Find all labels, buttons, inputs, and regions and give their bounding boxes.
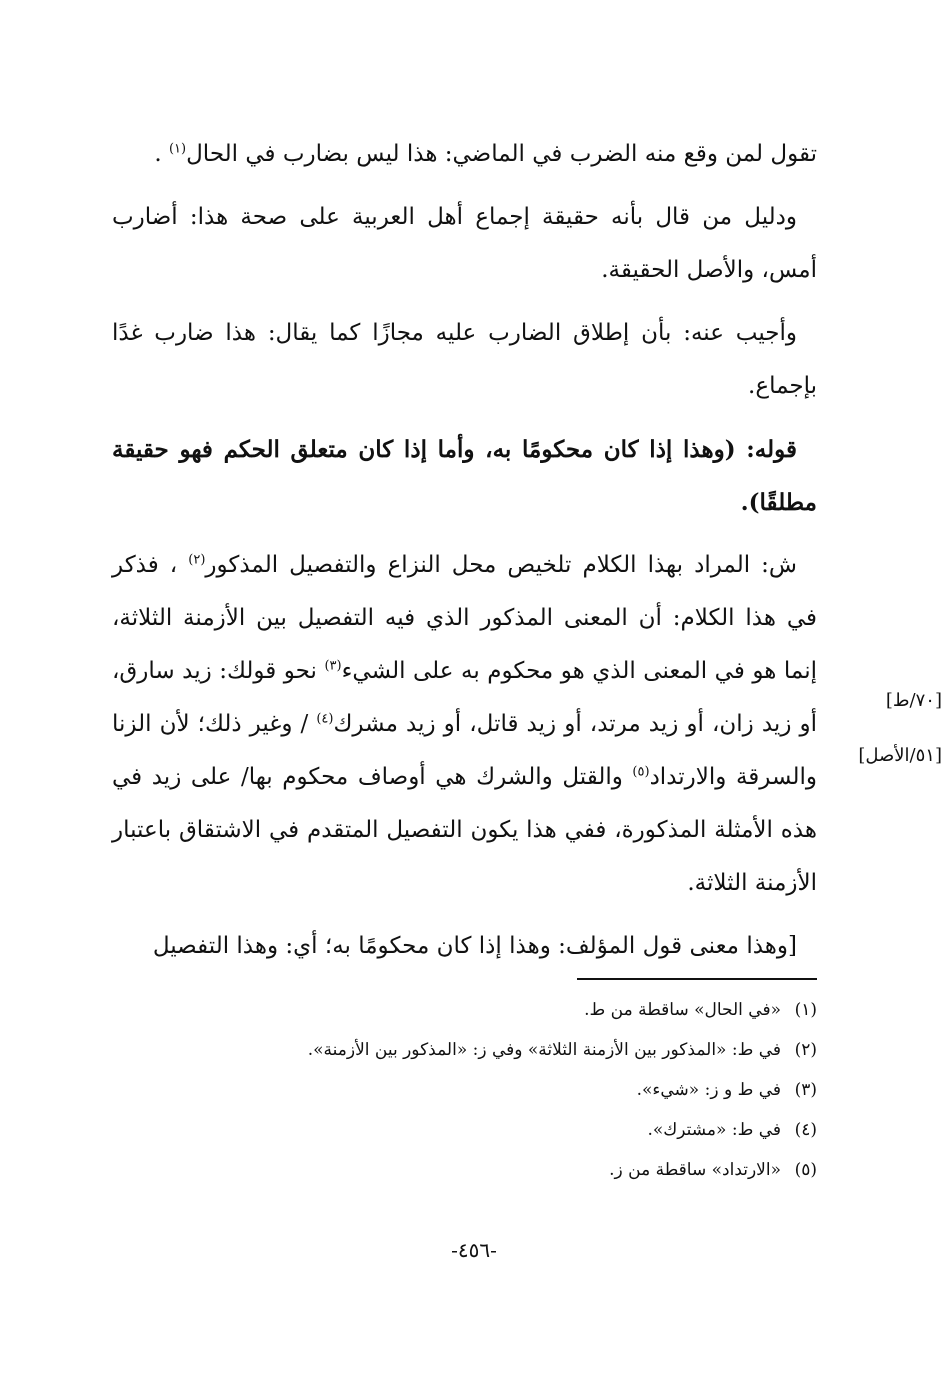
paragraph-1	[112, 128, 817, 181]
paragraph-3: وأجيب عنه: بأن إطلاق الضارب عليه مجازًا كما يقال: هذا ضارب غدًا بإجماع.	[112, 320, 817, 399]
footnote-ref-2: (٢)	[188, 552, 206, 568]
paragraph-5-text-c: نحو قولك: زيد سارق، أو زيد زان، أو زيد مرتد، أو زيد قاتل، أو زيد مشرك	[112, 658, 817, 737]
paragraph-6: [وهذا معنى قول المؤلف: وهذا إذا كان محكومًا به؛ أي: وهذا التفصيل	[152, 933, 797, 959]
paragraph-5	[112, 539, 817, 910]
footnotes	[112, 993, 817, 1193]
paragraph-1-text: تقول لمن وقع منه الضرب في الماضي: هذا ليس بضارب في الحال	[186, 141, 817, 167]
footnote-number: (٥)	[794, 1160, 817, 1180]
footnote-ref-3: (٣)	[324, 658, 342, 674]
footnote-1	[112, 993, 817, 1027]
paragraph-4-quote: قوله: (وهذا إذا كان محكومًا به، وأما إذا كان متعلق الحكم فهو حقيقة مطلقًا).	[112, 436, 817, 516]
paragraph-1-end: .	[154, 141, 169, 167]
footnote-ref-5: (٥)	[632, 764, 650, 780]
paragraph-5-text-b: ، فذكر في هذا الكلام: أن المعنى المذكور الذي فيه التفصيل بين الأزمنة الثلاثة، إنما هو في المعنى الذي هو محكوم به على الشيء	[112, 552, 817, 684]
footnote-text: في ط: «مشترك».	[647, 1120, 781, 1140]
paragraph-5-text-d: / وغير ذلك؛ لأن الزنا والسرقة والارتداد	[112, 711, 817, 790]
footnote-ref-1: (١)	[168, 141, 187, 157]
margin-note-t: [٧٠/ط]	[885, 690, 942, 711]
footnote-number: (٤)	[794, 1120, 817, 1140]
footnote-text: في ط: «المذكور بين الأزمنة الثلاثة» وفي ز: «المذكور بين الأزمنة».	[307, 1040, 781, 1060]
footnote-number: (٢)	[794, 1040, 817, 1060]
paragraph-2: ودليل من قال بأنه حقيقة إجماع أهل العربية على صحة هذا: أضارب أمس، والأصل الحقيقة.	[112, 204, 817, 283]
paragraph-5-text-e: والقتل والشرك هي أوصاف محكوم بها/ على زيد في هذه الأمثلة المذكورة، ففي هذا يكون التفصيل المتقدم في الاشتقاق باعتبار الأزمنة الثلاثة.	[112, 764, 817, 896]
footnote-5	[112, 1153, 817, 1187]
footnote-ref-4: (٤)	[316, 711, 334, 727]
footnote-text: «في الحال» ساقطة من ط.	[584, 1000, 781, 1020]
footnote-separator	[577, 978, 817, 980]
margin-note-asl: [٥١/الأصل]	[858, 745, 942, 766]
footnote-3	[112, 1073, 817, 1107]
footnote-text: «الارتداد» ساقطة من ز.	[609, 1160, 781, 1180]
footnote-number: (٣)	[794, 1080, 817, 1100]
footnote-text: في ط و ز: «شيء».	[636, 1080, 781, 1100]
paragraph-5-text-a: ش: المراد بهذا الكلام تلخيص محل النزاع والتفصيل المذكور	[205, 552, 797, 578]
main-text	[112, 128, 817, 983]
footnote-number: (١)	[794, 1000, 817, 1020]
footnote-4	[112, 1113, 817, 1147]
footnote-2	[112, 1033, 817, 1067]
page-number: -٤٥٦-	[451, 1238, 497, 1262]
